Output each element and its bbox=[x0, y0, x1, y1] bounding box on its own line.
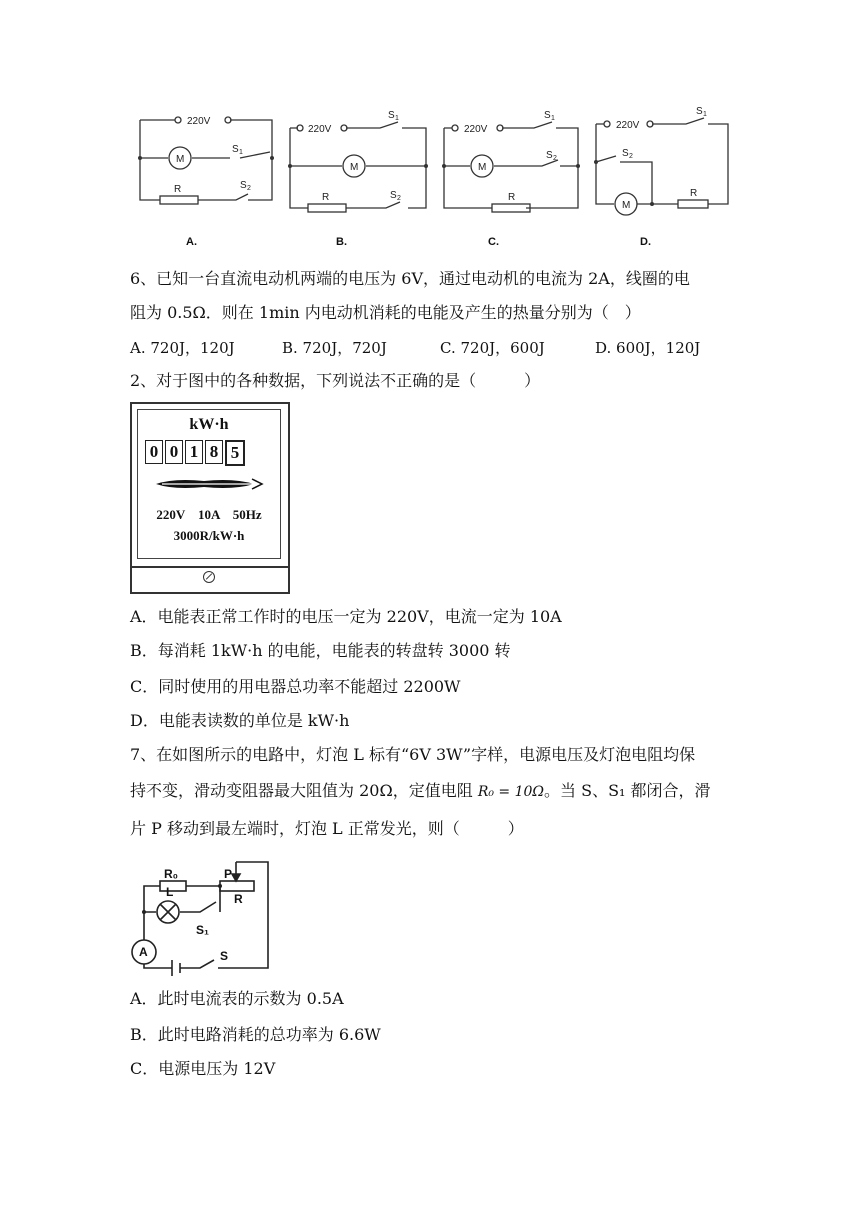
q5-circuit-diagrams bbox=[130, 100, 750, 260]
meter-dial-arrow-icon bbox=[154, 476, 264, 492]
svg-text:2: 2 bbox=[247, 185, 251, 192]
svg-text:220V: 220V bbox=[308, 124, 332, 135]
switch-s1-label: S₁ bbox=[196, 923, 209, 937]
svg-text:S: S bbox=[544, 110, 551, 121]
svg-text:R: R bbox=[508, 192, 516, 203]
electricity-meter bbox=[130, 402, 290, 568]
ammeter-label: A bbox=[139, 945, 148, 959]
svg-text:R: R bbox=[322, 192, 330, 203]
q7-option-b[interactable]: B．此时电路消耗的总功率为 6.6W bbox=[130, 1025, 381, 1044]
rheostat-r-label: R bbox=[234, 892, 243, 906]
q7-option-a[interactable]: A．此时电流表的示数为 0.5A bbox=[130, 989, 344, 1008]
svg-text:1: 1 bbox=[703, 111, 707, 118]
meter-digit: 0 bbox=[165, 440, 183, 464]
switch-s-label: S bbox=[220, 949, 229, 963]
svg-text:2: 2 bbox=[553, 155, 557, 162]
q6-stem-line1: 6、已知一台直流电动机两端的电压为 6V，通过电动机的电流为 2A，线圈的电 bbox=[130, 269, 690, 288]
q5-option-a-label: A. bbox=[186, 236, 197, 248]
q5a-resistor: R bbox=[174, 184, 182, 195]
q7-stem-line3: 片 P 移动到最左端时，灯泡 L 正常发光，则（ ） bbox=[130, 819, 524, 838]
lamp-l-label: L bbox=[166, 885, 174, 899]
q2-option-a[interactable]: A．电能表正常工作时的电压一定为 220V，电流一定为 10A bbox=[130, 607, 562, 626]
svg-text:M: M bbox=[622, 200, 631, 211]
q6-stem-line2: 阻为 0.5Ω．则在 1min 内电动机消耗的电能及产生的热量分别为（ ） bbox=[130, 303, 641, 322]
meter-digit: 8 bbox=[205, 440, 223, 464]
q7-stem-line2 bbox=[130, 780, 711, 803]
svg-text:2: 2 bbox=[629, 153, 633, 160]
q5-option-b-label: B. bbox=[336, 236, 347, 248]
q5-option-d-label: D. bbox=[640, 236, 651, 248]
svg-text:S: S bbox=[390, 190, 397, 201]
meter-rate: 3000R/kW·h bbox=[173, 528, 245, 543]
meter-digits bbox=[145, 440, 247, 466]
q7-option-c[interactable]: C．电源电压为 12V bbox=[130, 1059, 276, 1078]
svg-text:2: 2 bbox=[397, 195, 401, 202]
q5a-voltage: 220V bbox=[187, 116, 211, 127]
svg-text:220V: 220V bbox=[616, 120, 640, 131]
q2-option-b[interactable]: B．每消耗 1kW·h 的电能，电能表的转盘转 3000 转 bbox=[130, 641, 511, 660]
q2-option-d[interactable]: D．电能表读数的单位是 kW·h bbox=[130, 711, 350, 730]
meter-base bbox=[130, 566, 290, 594]
q5a-motor: M bbox=[176, 154, 185, 165]
svg-text:M: M bbox=[350, 162, 359, 173]
r0-formula: R₀ = 10Ω bbox=[477, 784, 545, 800]
q6-option-d[interactable]: D. 600J，120J bbox=[595, 339, 701, 357]
q7-stem-line2-a: 持不变，滑动变阻器最大阻值为 20Ω，定值电阻 bbox=[130, 781, 473, 800]
meter-digit: 1 bbox=[185, 440, 203, 464]
svg-text:1: 1 bbox=[395, 115, 399, 122]
slider-p-label: P bbox=[224, 867, 233, 881]
svg-text:S: S bbox=[622, 148, 629, 159]
svg-text:S: S bbox=[388, 110, 395, 121]
meter-spec: 220V 10A 50Hz bbox=[156, 507, 262, 522]
meter-digit-decimal: 5 bbox=[225, 440, 245, 466]
svg-text:S: S bbox=[240, 180, 247, 191]
meter-digit: 0 bbox=[145, 440, 163, 464]
svg-text:S: S bbox=[696, 106, 703, 117]
q7-circuit-diagram bbox=[128, 856, 278, 976]
q2-stem: 2、对于图中的各种数据，下列说法不正确的是（ ） bbox=[130, 371, 541, 390]
meter-unit: kW·h bbox=[189, 416, 229, 433]
svg-text:R: R bbox=[690, 188, 698, 199]
svg-text:1: 1 bbox=[239, 149, 243, 156]
r0-label: R₀ bbox=[164, 867, 179, 881]
svg-text:S: S bbox=[232, 144, 239, 155]
q6-option-c[interactable]: C. 720J，600J bbox=[440, 339, 545, 357]
svg-text:1: 1 bbox=[551, 115, 555, 122]
screw-icon bbox=[203, 571, 215, 583]
svg-text:M: M bbox=[478, 162, 487, 173]
q6-option-b[interactable]: B. 720J，720J bbox=[282, 339, 387, 357]
q7-stem-line2-b: 。当 S、S₁ 都闭合，滑 bbox=[544, 781, 711, 800]
q6-option-a[interactable]: A. 720J，120J bbox=[130, 339, 235, 357]
q5-option-c-label: C. bbox=[488, 236, 499, 248]
q2-option-c[interactable]: C．同时使用的用电器总功率不能超过 2200W bbox=[130, 677, 461, 696]
svg-text:S: S bbox=[546, 150, 553, 161]
q7-stem-line1: 7、在如图所示的电路中，灯泡 L 标有“6V 3W”字样，电源电压及灯泡电阻均保 bbox=[130, 745, 696, 764]
svg-text:220V: 220V bbox=[464, 124, 488, 135]
